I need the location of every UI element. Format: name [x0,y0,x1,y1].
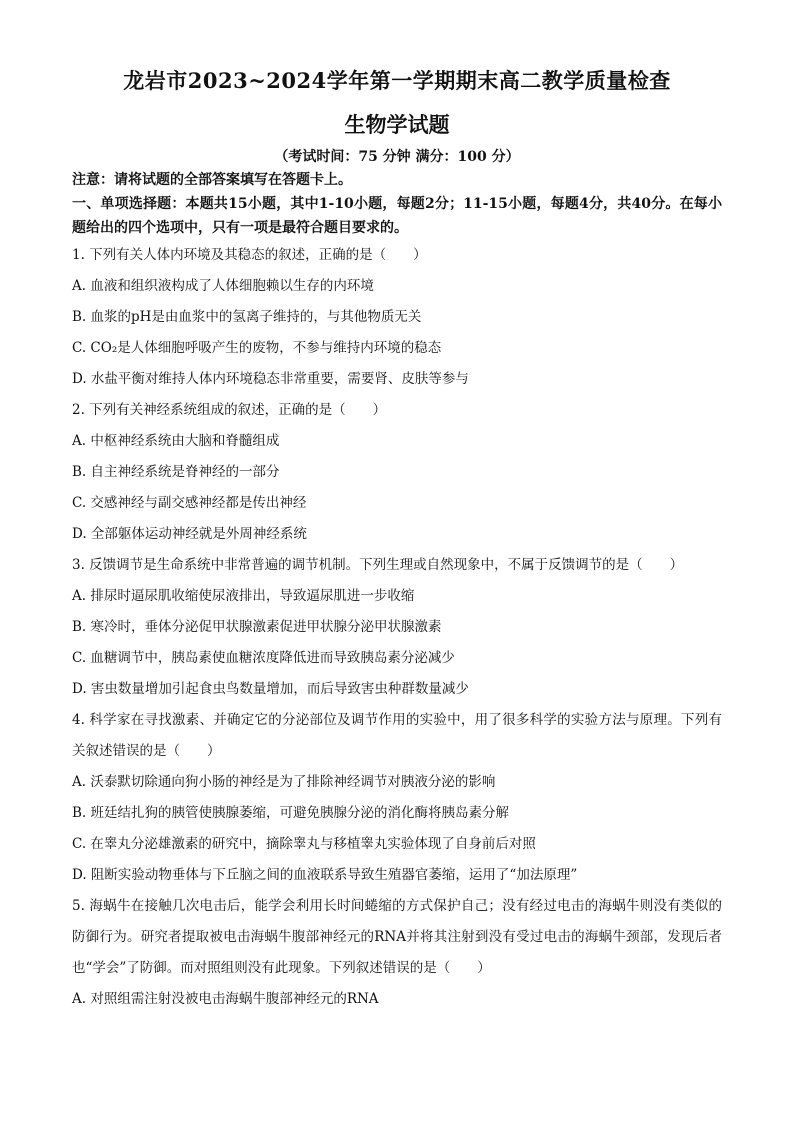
option-a: A. 排尿时逼尿肌收缩使尿液排出，导致逼尿肌进一步收缩 [72,588,415,604]
option-c: C. 在睾丸分泌雄激素的研究中，摘除睾丸与移植睾丸实验体现了自身前后对照 [72,836,536,852]
option-a: A. 对照组需注射没被电击海蜗牛腹部神经元的RNA [72,991,379,1007]
question-stem: 2. 下列有关神经系统组成的叙述，正确的是（ ） [72,402,387,418]
exam-subtitle: 生物学试题 [344,112,450,137]
option-b: B. 寒冷时，垂体分泌促甲状腺激素促进甲状腺分泌甲状腺激素 [72,619,442,635]
section-heading: 一、单项选择题：本题共15小题，其中1-10小题，每题2分；11-15小题，每题4分，共40分。在每小题给出的四个选项中，只有一项是最符合题目要求的。 [72,196,722,236]
question-stem: 5. 海蜗牛在接触几次电击后，能学会利用长时间蜷缩的方式保护自己；没有经过电击的海蜗牛则没有类似的防御行为。研究者提取被电击海蜗牛腹部神经元的RNA并将其注射到没有受过电击的海蜗牛颈部，发现后者也“学会”了防御。而对照组则没有此现象。下列叙述错误的是（ ） [72,898,722,976]
option-d: D. 害虫数量增加引起食虫鸟数量增加，而后导致害虫种群数量减少 [72,681,469,697]
option-c: C. 交感神经与副交感神经都是传出神经 [72,495,307,511]
option-b: B. 血浆的pH是由血浆中的氢离子维持的，与其他物质无关 [72,309,422,325]
exam-title: 龙岩市2023~2024学年第一学期期末高二教学质量检查 [123,68,671,93]
option-a: A. 血液和组织液构成了人体细胞赖以生存的内环境 [72,278,374,294]
question-stem: 1. 下列有关人体内环境及其稳态的叙述，正确的是（ ） [72,247,427,263]
option-b: B. 自主神经系统是脊神经的一部分 [72,464,280,480]
question-4 [72,705,722,891]
option-a: A. 沃泰默切除通向狗小肠的神经是为了排除神经调节对胰液分泌的影响 [72,774,496,790]
exam-notice: 注意：请将试题的全部答案填写在答题卡上。 [72,172,352,188]
option-c: C. CO₂是人体细胞呼吸产生的废物，不参与维持内环境的稳态 [72,340,442,356]
option-c: C. 血糖调节中，胰岛素使血糖浓度降低进而导致胰岛素分泌减少 [72,650,455,666]
question-stem: 3. 反馈调节是生命系统中非常普遍的调节机制。下列生理或自然现象中，不属于反馈调节的是（ ） [72,557,684,573]
question-3 [72,550,722,705]
question-5 [72,891,722,1015]
option-d: D. 水盐平衡对维持人体内环境稳态非常重要，需要肾、皮肤等参与 [72,371,469,387]
question-1 [72,240,722,395]
exam-meta: （考试时间：75 分钟 满分：100 分） [274,149,520,165]
option-d: D. 阻断实验动物垂体与下丘脑之间的血液联系导致生殖器官萎缩，运用了“加法原理” [72,867,578,883]
question-stem: 4. 科学家在寻找激素、并确定它的分泌部位及调节作用的实验中，用了很多科学的实验方法与原理。下列有关叙述错误的是（ ） [72,712,722,759]
option-b: B. 班廷结扎狗的胰管使胰腺萎缩，可避免胰腺分泌的消化酶将胰岛素分解 [72,805,510,821]
option-d: D. 全部躯体运动神经就是外周神经系统 [72,526,307,542]
option-a: A. 中枢神经系统由大脑和脊髓组成 [72,433,280,449]
question-2 [72,395,722,550]
